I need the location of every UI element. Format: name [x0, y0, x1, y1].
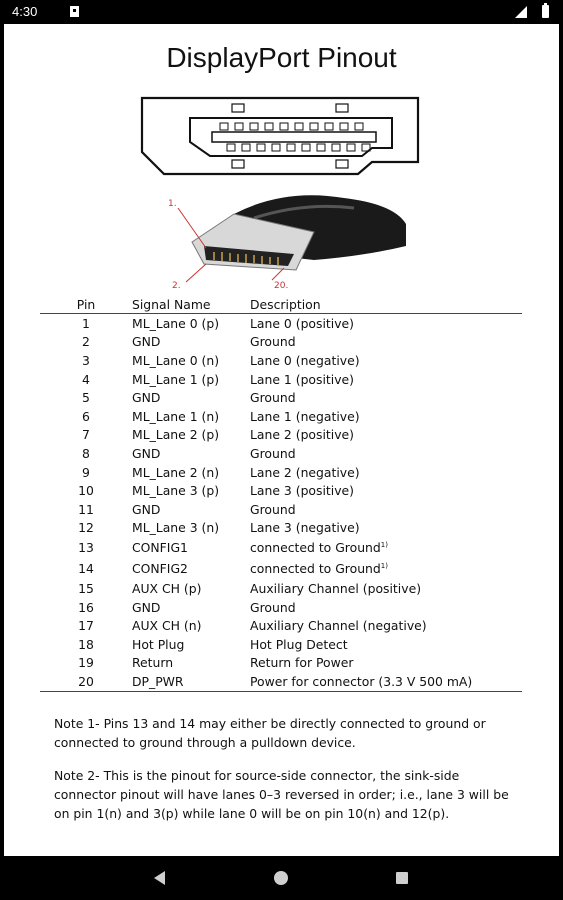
notification-icon — [70, 6, 79, 17]
connector-face-diagram — [140, 96, 420, 176]
cell-pin: 11 — [78, 501, 94, 517]
cell-signal: CONFIG2 — [132, 561, 188, 577]
cell-description: Ground — [250, 599, 296, 615]
col-header-description: Description — [250, 296, 522, 314]
cell-signal: GND — [132, 501, 161, 517]
cell-pin: 9 — [82, 464, 90, 480]
pinout-table — [40, 296, 522, 692]
cell-description: Lane 2 (negative) — [250, 464, 360, 480]
col-header-signal: Signal Name — [132, 296, 250, 314]
table-row — [40, 426, 522, 445]
cell-description: Auxiliary Channel (positive) — [250, 580, 422, 596]
signal-icon — [515, 6, 527, 18]
cell-description: Lane 0 (positive) — [250, 315, 355, 331]
cell-description: Hot Plug Detect — [250, 636, 348, 652]
cell-description: Ground — [250, 445, 296, 461]
status-time: 4:30 — [12, 4, 38, 19]
cell-description: connected to Ground$^{1)}$ — [250, 540, 388, 556]
cell-signal: GND — [132, 599, 161, 615]
cell-pin: 7 — [82, 427, 90, 443]
cell-description: Ground — [250, 334, 296, 350]
recent-apps-icon[interactable] — [396, 872, 408, 884]
table-row — [40, 351, 522, 370]
document-page[interactable] — [4, 24, 559, 856]
cell-description: Lane 0 (negative) — [250, 352, 360, 368]
cell-pin: 18 — [78, 636, 94, 652]
table-row — [40, 672, 522, 691]
cell-description: Ground — [250, 390, 296, 406]
table-row — [40, 444, 522, 463]
cell-signal: ML_Lane 3 (p) — [132, 483, 220, 499]
cell-pin: 14 — [78, 561, 94, 577]
cell-signal: Hot Plug — [132, 636, 185, 652]
table-row — [40, 314, 522, 333]
cell-description: Lane 1 (negative) — [250, 408, 360, 424]
cell-pin: 5 — [82, 390, 90, 406]
table-row — [40, 558, 522, 579]
cell-signal: ML_Lane 2 (n) — [132, 464, 220, 480]
cell-pin: 13 — [78, 540, 94, 556]
table-row — [40, 537, 522, 558]
cell-pin: 20 — [40, 672, 132, 691]
plug-photo — [164, 184, 414, 292]
cell-pin: 1 — [82, 315, 90, 331]
table-row — [40, 635, 522, 654]
cell-signal: ML_Lane 1 (n) — [132, 408, 220, 424]
cell-pin: 4 — [82, 371, 90, 387]
cell-pin: 16 — [78, 599, 94, 615]
cell-signal: DP_PWR — [132, 672, 250, 691]
cell-description: Power for connector (3.3 V 500 mA) — [250, 672, 522, 691]
table-row — [40, 500, 522, 519]
home-icon[interactable] — [274, 871, 288, 885]
cell-signal: AUX CH (p) — [132, 580, 202, 596]
cell-description: Lane 3 (positive) — [250, 483, 355, 499]
cell-description: Lane 3 (negative) — [250, 520, 360, 536]
battery-icon — [542, 5, 549, 18]
cell-signal: AUX CH (n) — [132, 618, 202, 634]
cell-pin: 3 — [82, 352, 90, 368]
table-row — [40, 370, 522, 389]
plug-label-1: 1. — [168, 199, 177, 209]
footnote-mark: 1) — [380, 562, 388, 570]
cell-signal: GND — [132, 445, 161, 461]
cell-description: Lane 2 (positive) — [250, 427, 355, 443]
table-row — [40, 481, 522, 500]
cell-signal: CONFIG1 — [132, 540, 188, 556]
cell-signal: ML_Lane 0 (n) — [132, 352, 220, 368]
cell-pin: 10 — [78, 483, 94, 499]
cell-description: Lane 1 (positive) — [250, 371, 355, 387]
note-2: Note 2- This is the pinout for source-side connector, the sink-side connector pinout will have lanes 0–3 reversed in order; i.e., lane 3 will be on pin 1(n) and 3(p) while lane 0 will be on pin 10(n) and 12(p). — [54, 768, 509, 821]
navigation-bar — [0, 856, 563, 900]
table-row — [40, 654, 522, 673]
cell-signal: GND — [132, 390, 161, 406]
cell-pin: 12 — [78, 520, 94, 536]
cell-pin: 15 — [78, 580, 94, 596]
cell-signal: GND — [132, 334, 161, 350]
cell-description: Auxiliary Channel (negative) — [250, 618, 427, 634]
cell-description: Return for Power — [250, 655, 354, 671]
table-row — [40, 388, 522, 407]
cell-signal: ML_Lane 0 (p) — [132, 315, 220, 331]
cell-signal: ML_Lane 3 (n) — [132, 520, 220, 536]
note-1: Note 1- Pins 13 and 14 may either be directly connected to ground or connected to ground through a pulldown device. — [54, 716, 486, 750]
cell-pin: 8 — [82, 445, 90, 461]
cell-pin: 17 — [78, 618, 94, 634]
table-header-row — [40, 296, 522, 314]
table-row — [40, 519, 522, 538]
cell-pin: 2 — [82, 334, 90, 350]
back-icon[interactable] — [154, 871, 165, 885]
footnote-mark: 1) — [380, 541, 388, 549]
plug-label-2: 2. — [172, 281, 181, 291]
cell-signal: ML_Lane 2 (p) — [132, 427, 220, 443]
plug-label-20: 20. — [274, 281, 289, 291]
cell-signal: Return — [132, 655, 174, 671]
cell-pin: 19 — [78, 655, 94, 671]
table-row — [40, 579, 522, 598]
col-header-pin: Pin — [40, 296, 132, 314]
cell-pin: 6 — [82, 408, 90, 424]
cell-signal: ML_Lane 1 (p) — [132, 371, 220, 387]
table-row — [40, 407, 522, 426]
cell-description: Ground — [250, 501, 296, 517]
cell-description: connected to Ground$^{1)}$ — [250, 561, 388, 577]
table-row — [40, 333, 522, 352]
table-row — [40, 463, 522, 482]
page-title: DisplayPort Pinout — [166, 42, 397, 73]
status-bar — [0, 0, 563, 24]
table-row — [40, 616, 522, 635]
table-row — [40, 598, 522, 617]
